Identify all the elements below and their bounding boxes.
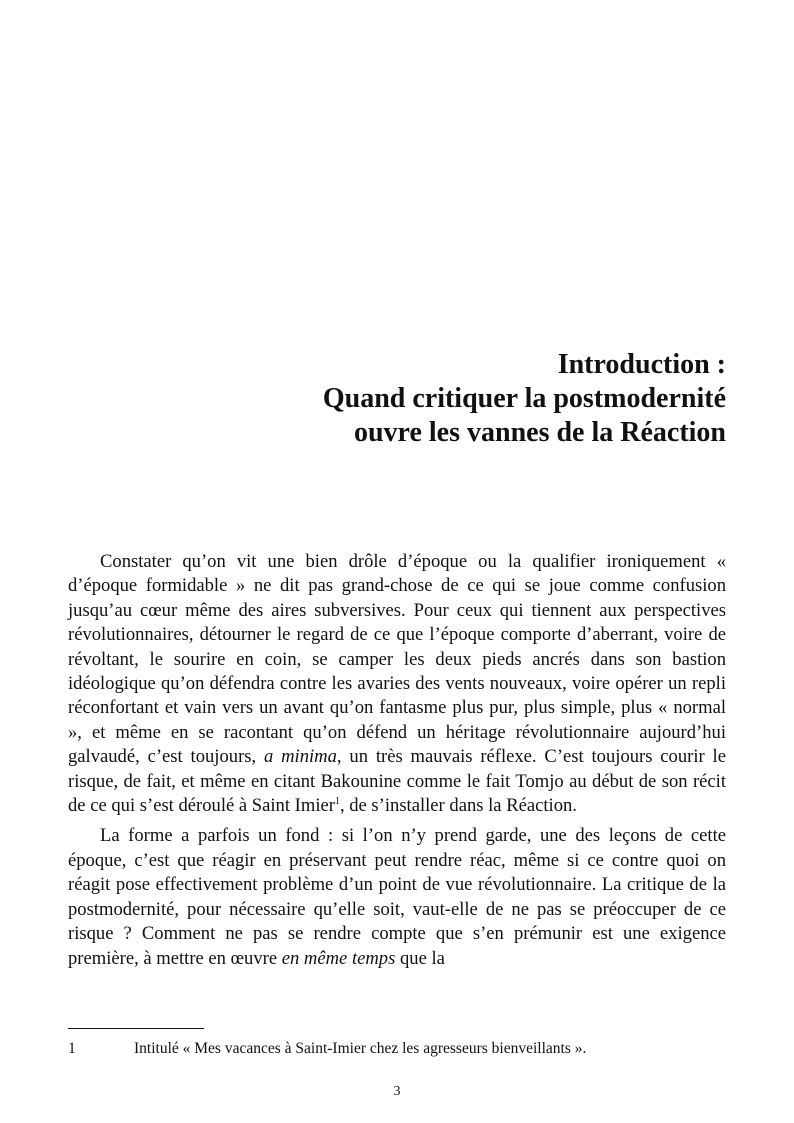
- paragraph-1: [68, 550, 726, 818]
- paragraph-2-text-b: que la: [399, 947, 445, 969]
- footnote-text: Intitulé « Mes vacances à Saint-Imier chez les agresseurs bienveillants ».: [134, 1040, 587, 1057]
- paragraph-2: [68, 824, 726, 970]
- chapter-title: [323, 348, 726, 450]
- paragraph-1-text-a: Constater qu’on vit une bien drôle d’époque ou la qualifier ironiquement « d’époque formidable » ne dit pas grand-chose de ce qui se joue comme confusion jusqu’au cœur même des aires subversives. Pour ceux qui tiennent aux perspectives révolutionnaires, détourner le regard de ce que l’époque comporte d’aberrant, voire de révoltant, le sourire en coin, se camper les deux pieds ancrés dans son bastion idéologique qu’on défendra contre les avaries des vents nouveaux, voire opérer un repli réconfortant et vain vers un avant qu’on fantasme plus pur, plus simple, plus « normal », et même en se racontant qu’on défend un héritage révolutionnaire aujourd’hui galvaudé, c’est toujours,: [68, 551, 726, 768]
- page-number: 3: [393, 1084, 401, 1099]
- paragraph-2-italic: en même temps: [281, 947, 396, 969]
- paragraph-2-text-a: La forme a parfois un fond : si l’on n’y prend garde, une des leçons de cette époque, c’est que réagir en préservant peut rendre réac, même si ce contre quoi on réagit pose effectivement problème d’un point de vue révolutionnaire. La critique de la postmodernité, pour nécessaire qu’elle soit, vaut-elle de ne pas se préoccuper de ce risque ? Comment ne pas se rendre compte que s’en prémunir est une exigence première, à mettre en œuvre: [68, 825, 726, 969]
- chapter-title-line-1: Introduction :: [557, 349, 726, 380]
- paragraph-1-text-c: , de s’installer dans la Réaction.: [339, 795, 577, 817]
- paragraph-1-italic: a minima: [263, 746, 337, 768]
- chapter-title-line-3: ouvre les vannes de la Réaction: [353, 417, 726, 448]
- chapter-title-line-2: Quand critiquer la postmodernité: [322, 383, 726, 414]
- footnote: [68, 1039, 728, 1059]
- footnote-reference[interactable]: 1: [334, 795, 340, 807]
- body-text: [68, 550, 726, 971]
- footnote-divider: [68, 1028, 204, 1029]
- paragraph-1-text-b: , un très mauvais réflexe. C’est toujours courir le risque, de fait, et même en citant Bakounine comme le fait Tomjo au début de son récit de ce qui s’est déroulé à Saint Imier: [68, 746, 726, 817]
- footnote-number: 1: [68, 1040, 76, 1057]
